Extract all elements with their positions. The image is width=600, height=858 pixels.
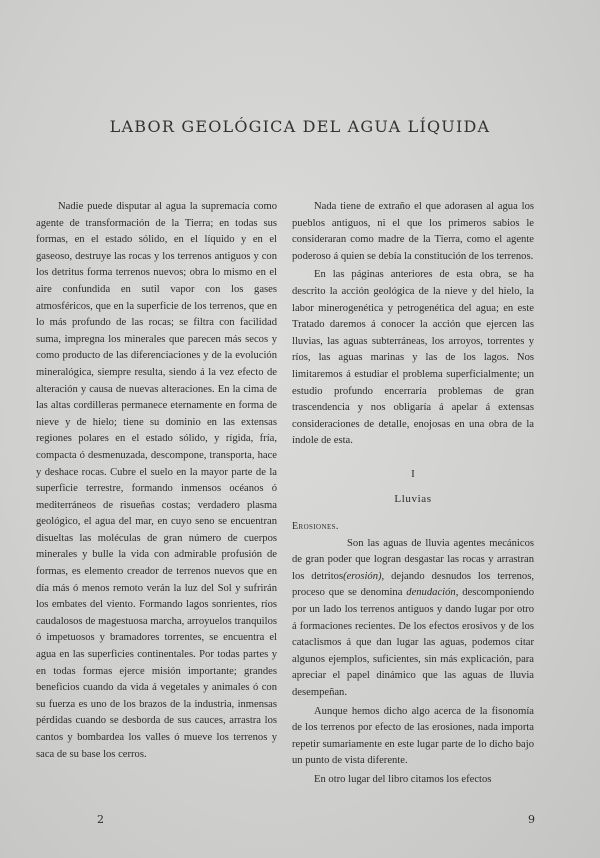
p3-italic-denudacion: denudación: [406, 587, 456, 599]
subheading-row: [292, 519, 534, 536]
section-title: Lluvias: [394, 492, 432, 505]
right-paragraph-5: En otro lugar del libro citamos los efectos: [314, 774, 492, 785]
left-paragraph: Nadie puede disputar al agua la supremacía como agente de transformación de la Tierra; en todas sus formas, en el estado sólido, en el líquido y en el gaseoso, destruye las rocas y los terrenos antiguos y con los detritus forma terrenos nuevos; obra lo mismo en el aire confundida en sutil vapor con los gases atmosféricos, que en la superficie de los terrenos, que en lo más profundo de las rocas; se filtra con facilidad suma, impregna los minerales que parecen más secos y como producto de las diferenciaciones y de la evolución mineralógica, siempre resulta, siendo á la vez efecto de alteración y causa de nuevas alteraciones. En la cima de las altas cordilleras permanece eternamente en forma de nieve y de hielo; tiene su dominio en las extensas regiones polares en el estado sólido, y rígida, fría, compacta ó desmenuzada, descompone, transporta, hace y deshace rocas. Cubre el suelo en la mayor parte de la superficie terrestre, formando inmensos océanos ó mediterráneos de risueñas costas; verdadero plasma geológico, el agua del mar, en cuyo seno se encuentran disueltas las moléculas de gran número de cuerpos minerales y bulle la vida con admirable profusión de formas, es elemento creador de terrenos nuevos que en día más ó menos remoto verán la luz del Sol y sufrirán los embates del viento. Formando lagos sonrientes, ríos caudalosos de magestuosa marcha, arroyuelos tranquilos ó impetuosos y bramadores torrentes, se encuentra el agua en las superficies continentales. Por todas partes y en todas formas ejerce misión importante; grandes beneficios cuando da vida á vegetales y animales ó con su fuerza es uno de los brazos de la industria, inmensas pérdidas cuando se desborda de sus cauces, arrastra los cantos y bombardea los valles ó mueve los terrenos y saca de su base los cerros.: [36, 201, 277, 760]
left-column: [36, 199, 277, 765]
p3-text-b: , dejando desnudos los terrenos, proceso que se denomina: [292, 570, 534, 599]
section-number: I: [411, 467, 415, 480]
right-column: [292, 199, 534, 791]
page-title: LABOR GEOLÓGICA DEL AGUA LÍQUIDA: [109, 117, 491, 136]
right-paragraph-2: En las páginas anteriores de esta obra, se ha descrito la acción geológica de la nieve y del hielo, la labor minerogenética y petrogenética del agua; en este Tratado daremos á conocer la acción que ejercen las lluvias, las aguas subterráneas, los arroyos, torrentes y ríos, las aguas marinas y las de los lagos. Nos limitaremos á estudiar el problema superficialmente; un estudio profundo encerraría problemas de gran trascendencia y nos obligaría á apelar á extensas consideraciones de detalle, enojosas en una obra de la índole de esta.: [292, 269, 534, 447]
right-paragraph-1: Nada tiene de extraño el que adorasen al agua los pueblos antiguos, ni el que los primeros sabios le consideraran como madre de la Tierra, como el agente poderoso á quien se debía la constitución de los terrenos.: [292, 201, 534, 262]
subheading: Erosiones.: [292, 521, 339, 533]
p3-italic-erosion: (erosión): [343, 570, 382, 582]
p3-text-a: Son las aguas de lluvia agentes mecánicos de gran poder que logran desgastar las rocas y arrastran los detritos: [292, 537, 534, 582]
p3-text-c: , descomponiendo por un lado los terrenos antiguos y dando lugar por otro á formaciones recientes. De los efectos erosivos y de los cataclismos á que dan lugar las aguas, podemos citar algunos ejemplos, suficientes, sin más explicación, para apreciar el papel dinámico que las aguas de lluvia desempeñan.: [292, 587, 534, 699]
page-number-right: 9: [528, 813, 535, 826]
page-number-left: 2: [97, 813, 104, 826]
right-paragraph-3: [292, 536, 534, 702]
right-paragraph-4: Aunque hemos dicho algo acerca de la fisonomía de los terrenos por efecto de las erosiones, nada importa repetir sumariamente en este lugar parte de lo dicho bajo un punto de vista diferente.: [292, 705, 534, 767]
